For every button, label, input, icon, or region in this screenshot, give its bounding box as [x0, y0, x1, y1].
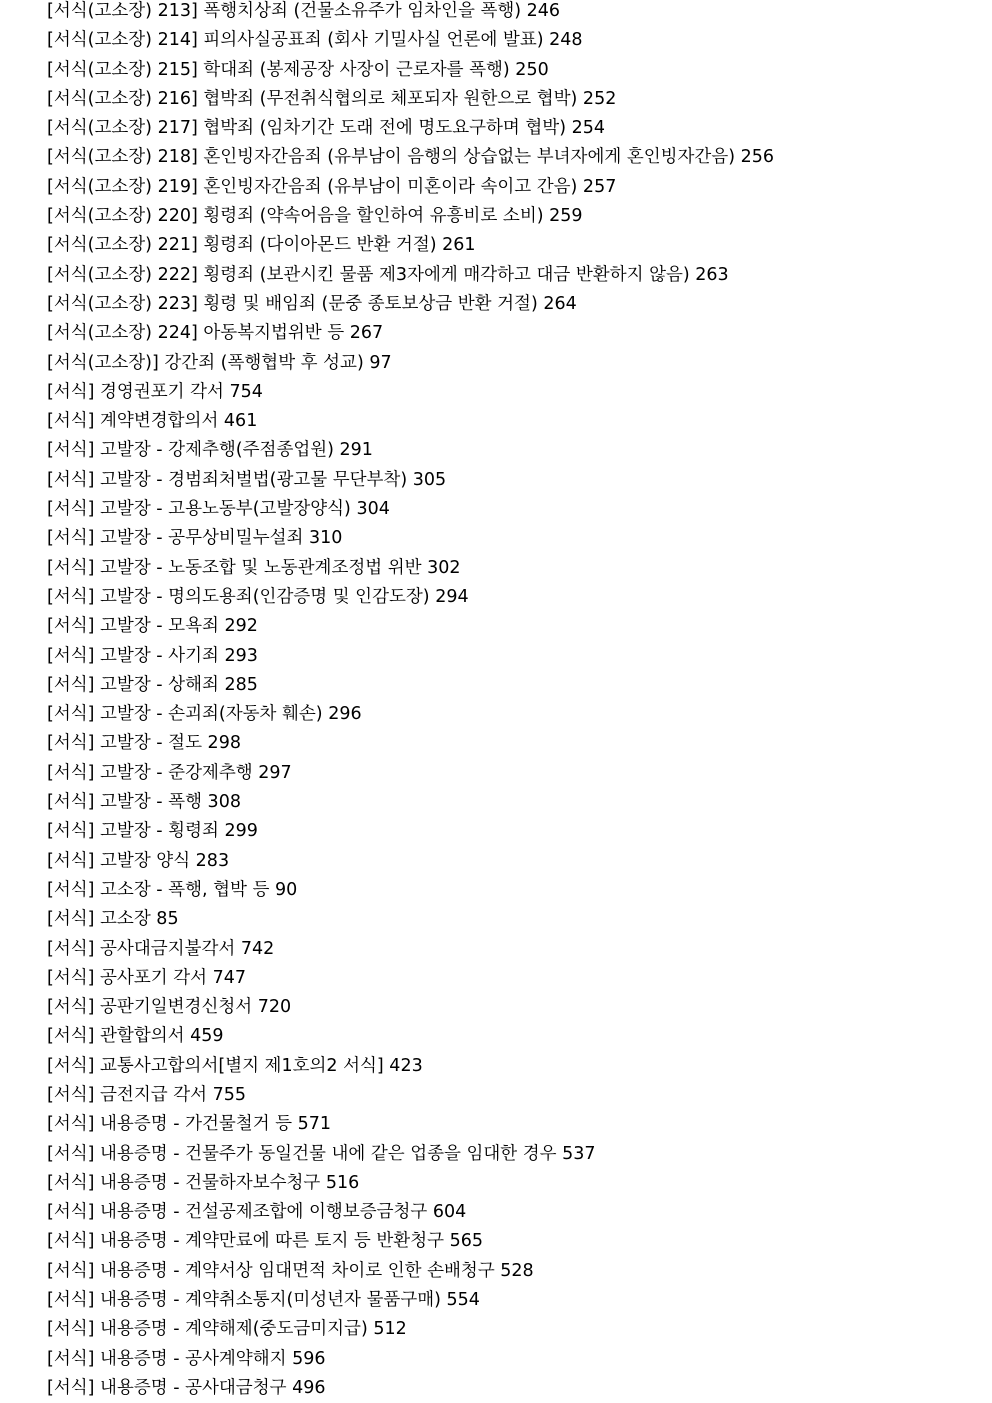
index-entry: [서식(고소장)] 강간죄 (폭행협박 후 성교) 97: [47, 352, 392, 373]
index-entry: [서식(고소장) 224] 아동복지법위반 등 267: [47, 323, 384, 344]
index-entry: [서식] 내용증명 - 건물주가 동일건물 내에 같은 업종을 임대한 경우 537: [47, 1143, 596, 1164]
index-entry: [서식] 고발장 양식 283: [47, 850, 230, 871]
index-entry: [서식] 고소장 - 폭행, 협박 등 90: [47, 879, 298, 900]
index-entry: [서식] 교통사고합의서[별지 제1호의2 서식] 423: [47, 1055, 423, 1076]
index-entry: [서식] 계약변경합의서 461: [47, 411, 258, 432]
index-entry: [서식] 내용증명 - 공사계약해지 596: [47, 1348, 326, 1369]
index-entry: [서식] 경영권포기 각서 754: [47, 381, 263, 402]
index-entry: [서식] 고발장 - 고용노동부(고발장양식) 304: [47, 499, 390, 520]
index-entry: [서식] 공사대금지불각서 742: [47, 938, 275, 959]
index-entry: [서식] 고발장 - 준강제추행 297: [47, 762, 292, 783]
index-entry: [서식(고소장) 215] 학대죄 (봉제공장 사장이 근로자를 폭행) 250: [47, 59, 549, 80]
index-entry: [서식] 고발장 - 절도 298: [47, 733, 241, 754]
index-entry: [서식(고소장) 222] 횡령죄 (보관시킨 물품 제3자에게 매각하고 대금 반환하지 않음) 263: [47, 264, 729, 285]
index-entry: [서식(고소장) 220] 횡령죄 (약속어음을 할인하여 유흥비로 소비) 259: [47, 206, 583, 227]
index-entry: [서식] 고발장 - 횡령죄 299: [47, 821, 258, 842]
index-entry: [서식] 금전지급 각서 755: [47, 1084, 246, 1105]
index-entry: [서식] 내용증명 - 계약만료에 따른 토지 등 반환청구 565: [47, 1231, 483, 1252]
index-entry: [서식] 공판기일변경신청서 720: [47, 997, 292, 1018]
index-entry: [서식(고소장) 213] 폭행치상죄 (건물소유주가 임차인을 폭행) 246: [47, 1, 561, 21]
index-entry: [서식] 고발장 - 사기죄 293: [47, 645, 258, 666]
index-entry: [서식] 내용증명 - 계약취소통지(미성년자 물품구매) 554: [47, 1290, 480, 1311]
index-entry: [서식] 고발장 - 상해죄 285: [47, 674, 258, 695]
index-entry: [서식] 고발장 - 모욕죄 292: [47, 616, 258, 637]
index-entry: [서식(고소장) 216] 협박죄 (무전취식협의로 체포되자 원한으로 협박) 252: [47, 88, 617, 109]
index-entry: [서식] 고소장 85: [47, 909, 179, 930]
index-entry: [서식] 고발장 - 경범죄처벌법(광고물 무단부착) 305: [47, 469, 447, 490]
index-entry: [서식] 고발장 - 공무상비밀누설죄 310: [47, 528, 343, 549]
index-entry: [서식] 고발장 - 손괴죄(자동차 훼손) 296: [47, 704, 362, 725]
index-entry: [서식] 고발장 - 강제추행(주점종업원) 291: [47, 440, 373, 461]
index-entry: [서식] 고발장 - 명의도용죄(인감증명 및 인감도장) 294: [47, 586, 469, 607]
index-entry: [서식] 관할합의서 459: [47, 1026, 224, 1047]
index-entry: [서식] 공사포기 각서 747: [47, 967, 246, 988]
index-entry: [서식] 고발장 - 노동조합 및 노동관계조정법 위반 302: [47, 557, 461, 578]
index-entry: [서식] 내용증명 - 공사대금청구 496: [47, 1377, 326, 1398]
index-entry: [서식] 내용증명 - 건물하자보수청구 516: [47, 1172, 360, 1193]
index-entry: [서식] 내용증명 - 가건물철거 등 571: [47, 1114, 332, 1135]
index-entry: [서식(고소장) 218] 혼인빙자간음죄 (유부남이 음행의 상습없는 부녀자에게 혼인빙자간음) 256: [47, 147, 775, 168]
index-entry: [서식(고소장) 219] 혼인빙자간음죄 (유부남이 미혼이라 속이고 간음) 257: [47, 176, 617, 197]
index-entry: [서식(고소장) 221] 횡령죄 (다이아몬드 반환 거절) 261: [47, 235, 476, 256]
index-entry: [서식(고소장) 223] 횡령 및 배임죄 (문중 종토보상금 반환 거절) 264: [47, 293, 577, 314]
index-entry: [서식] 내용증명 - 계약서상 임대면적 차이로 인한 손배청구 528: [47, 1260, 534, 1281]
index-entry: [서식(고소장) 217] 협박죄 (임차기간 도래 전에 명도요구하며 협박) 254: [47, 118, 605, 139]
index-entry: [서식] 고발장 - 폭행 308: [47, 792, 241, 813]
index-entry: [서식(고소장) 214] 피의사실공표죄 (회사 기밀사실 언론에 발표) 248: [47, 30, 583, 51]
index-page: [47, 0, 977, 1403]
index-entry: [서식] 내용증명 - 계약해제(중도금미지급) 512: [47, 1319, 407, 1340]
index-entry: [서식] 내용증명 - 건설공제조합에 이행보증금청구 604: [47, 1202, 467, 1223]
